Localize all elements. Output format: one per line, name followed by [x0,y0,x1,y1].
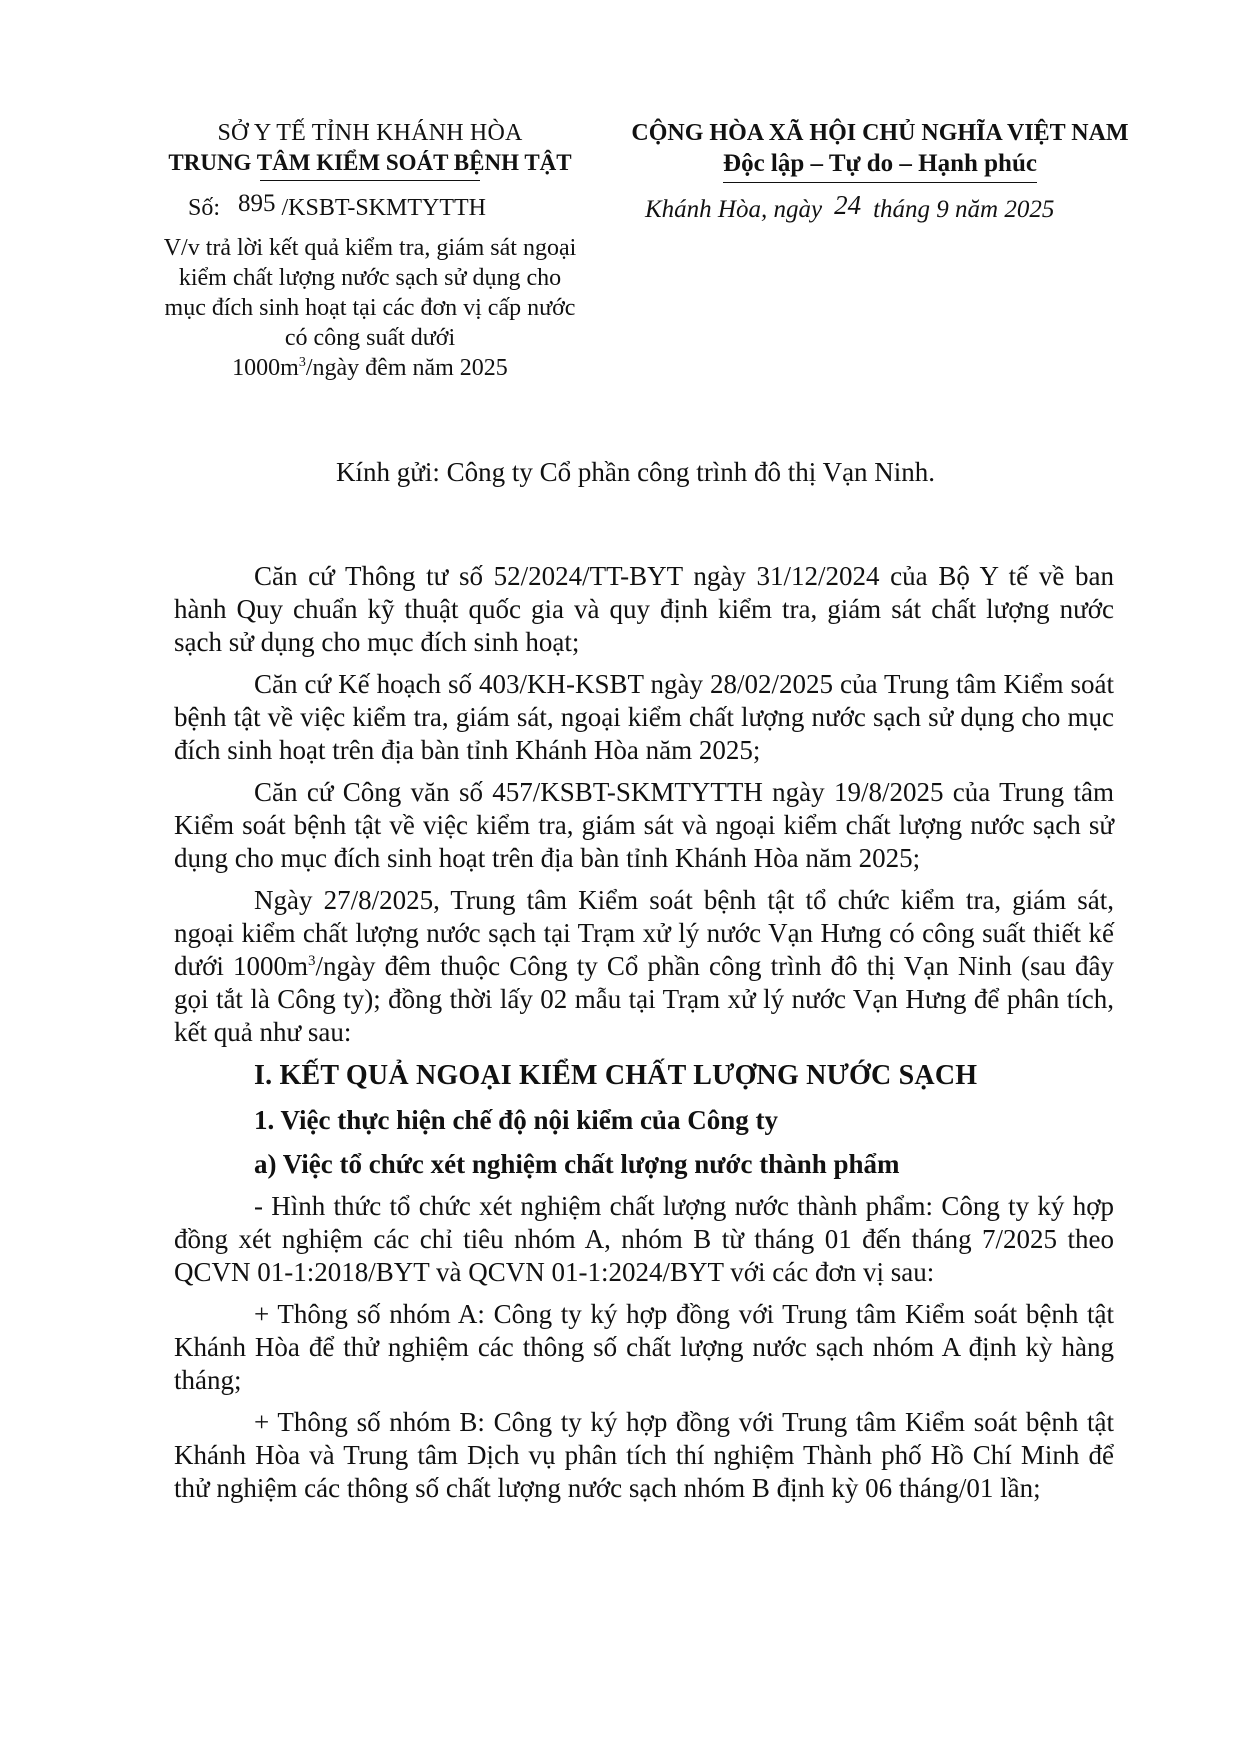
paragraph-inspection [174,884,1114,1049]
date-suffix: tháng 9 năm 2025 [873,196,1055,223]
subsection-heading-testing: a) Việc tổ chức xét nghiệm chất lượng nước thành phẩm [254,1149,900,1179]
date-line [645,190,1055,225]
inspection-text-start: Ngày 27/8/2025, Trung tâm Kiểm soát bệnh tật tổ chức kiểm tra, giám sát, ngoại kiểm chất lượng nước sạch tại Trạm xử lý nước Vạn Hưng có công suất thiết kế dưới 1000m [174,885,1114,981]
agency-divider [260,180,480,181]
document-number [188,190,486,223]
national-motto: Độc lập – Tự do – Hạnh phúc [723,148,1037,183]
paragraph-legal-basis-1: Căn cứ Thông tư số 52/2024/TT-BYT ngày 31/12/2024 của Bộ Y tế về ban hành Quy chuẩn kỹ thuật quốc gia và quy định kiểm tra, giám sát chất lượng nước sạch sử dụng cho mục đích sinh hoạt; [174,561,1114,657]
document-body [174,560,1114,1514]
subject-superscript: 3 [298,355,306,370]
subsection-heading-internal-control: 1. Việc thực hiện chế độ nội kiểm của Công ty [254,1105,778,1135]
date-prefix: Khánh Hòa, ngày [645,196,823,223]
subject-tail: /ngày đêm năm 2025 [305,355,508,381]
subject-text: V/v trả lời kết quả kiểm tra, giám sát ngoại kiểm chất lượng nước sạch sử dụng cho mục đích sinh hoạt tại các đơn vị cấp nước có công suất dưới [163,235,577,351]
doc-number-prefix: Số: [188,195,221,221]
agency-parent: SỞ Y TẾ TỈNH KHÁNH HÒA [217,120,523,146]
doc-number-suffix: /KSBT-SKMTYTTH [281,195,486,221]
national-header [610,118,1150,183]
subject-capacity: 1000m [232,355,299,381]
agency-header [150,118,590,181]
paragraph-legal-basis-3: Căn cứ Công văn số 457/KSBT-SKMTYTTH ngày 19/8/2025 của Trung tâm Kiểm soát bệnh tật về việc kiểm tra, giám sát và ngoại kiểm chất lượng nước sạch sử dụng cho mục đích sinh hoạt trên địa bàn tỉnh Khánh Hòa năm 2025; [174,777,1114,873]
paragraph-group-a: + Thông số nhóm A: Công ty ký hợp đồng với Trung tâm Kiểm soát bệnh tật Khánh Hòa để thử nghiệm các thông số chất lượng nước sạch nhóm A định kỳ hàng tháng; [174,1299,1114,1395]
recipient-line: Kính gửi: Công ty Cổ phần công trình đô thị Vạn Ninh. [335,457,936,487]
paragraph-testing-form: - Hình thức tổ chức xét nghiệm chất lượng nước thành phẩm: Công ty ký hợp đồng xét nghiệm các chỉ tiêu nhóm A, nhóm B từ tháng 01 đến tháng 7/2025 theo QCVN 01-1:2018/BYT và QCVN 01-1:2024/BYT với các đơn vị sau: [174,1191,1114,1287]
paragraph-legal-basis-2: Căn cứ Kế hoạch số 403/KH-KSBT ngày 28/02/2025 của Trung tâm Kiểm soát bệnh tật về việc kiểm tra, giám sát, ngoại kiểm chất lượng nước sạch sử dụng cho mục đích sinh hoạt trên địa bàn tỉnh Khánh Hòa năm 2025; [174,669,1114,765]
paragraph-group-b: + Thông số nhóm B: Công ty ký hợp đồng với Trung tâm Kiểm soát bệnh tật Khánh Hòa và Trung tâm Dịch vụ phân tích thí nghiệm Thành phố Hồ Chí Minh để thử nghiệm các thông số chất lượng nước sạch nhóm B định kỳ 06 tháng/01 lần; [174,1407,1114,1503]
agency-name: TRUNG TÂM KIỂM SOÁT BỆNH TẬT [168,150,572,175]
document-subject [160,233,580,383]
section-heading-results: I. KẾT QUẢ NGOẠI KIỂM CHẤT LƯỢNG NƯỚC SẠCH [254,1060,978,1091]
doc-number-value: 895 [238,190,276,217]
inspection-text-end: /ngày đêm thuộc Công ty Cổ phần công trình đô thị Vạn Ninh (sau đây gọi tắt là Công ty); đồng thời lấy 02 mẫu tại Trạm xử lý nước Vạn Hưng để phân tích, kết quả như sau: [174,951,1114,1047]
inspection-superscript: 3 [308,953,316,969]
nation-title: CỘNG HÒA XÃ HỘI CHỦ NGHĨA VIỆT NAM [631,120,1129,146]
date-day: 24 [834,190,862,220]
